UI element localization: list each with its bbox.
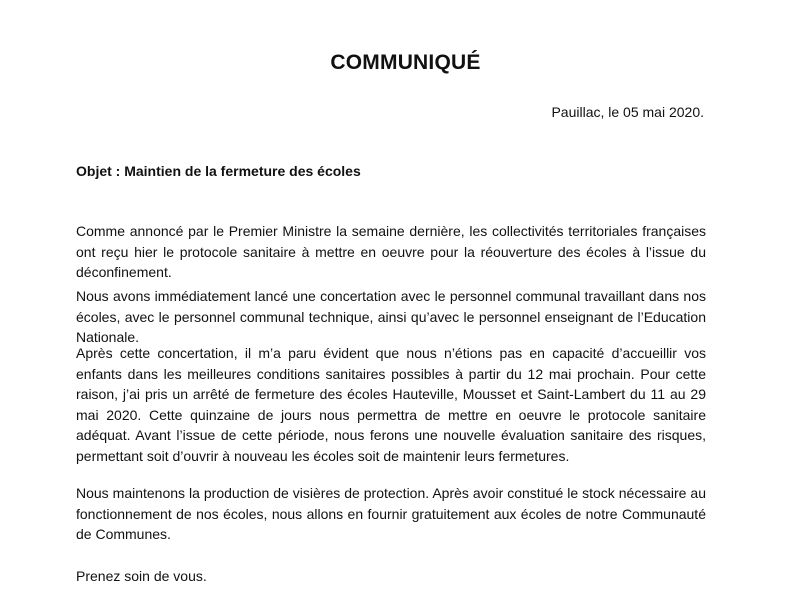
closing-line: Prenez soin de vous.	[76, 568, 207, 584]
body-paragraph-1: Comme annoncé par le Premier Ministre la semaine dernière, les collectivités territoriales françaises ont reçu hier le protocole sanitaire à mettre en oeuvre pour la réouverture des écoles à l’issue du déconfinement.	[76, 223, 706, 280]
subject-line: Objet : Maintien de la fermeture des écoles	[76, 163, 361, 179]
document-title: COMMUNIQUÉ	[330, 51, 481, 74]
body-paragraph-4: Nous maintenons la production de visières de protection. Après avoir constitué le stock nécessaire au fonctionnement de nos écoles, nous allons en fournir gratuitement aux écoles de notre Communauté de Communes.	[76, 485, 706, 542]
body-paragraph-2: Nous avons immédiatement lancé une concertation avec le personnel communal travaillant dans nos écoles, avec le personnel communal technique, ainsi qu’avec le personnel enseignant de l’Education Nationale.	[76, 288, 706, 345]
date-line: Pauillac, le 05 mai 2020.	[551, 104, 704, 120]
body-paragraph-3: Après cette concertation, il m’a paru évident que nous n’étions pas en capacité d’accueillir vos enfants dans les meilleures conditions sanitaires possibles à partir du 12 mai prochain. Pour cette raison, j’ai pris un arrêté de fermeture des écoles Hauteville, Mousset et Saint-Lambert du 11 au 29 mai 2020. Cette quinzaine de jours nous permettra de mettre en oeuvre le protocole sanitaire adéquat. Avant l’issue de cette période, nous ferons une nouvelle évaluation sanitaire des risques, permettant soit d’ouvrir à nouveau les écoles soit de maintenir leurs fermetures.	[76, 345, 706, 464]
